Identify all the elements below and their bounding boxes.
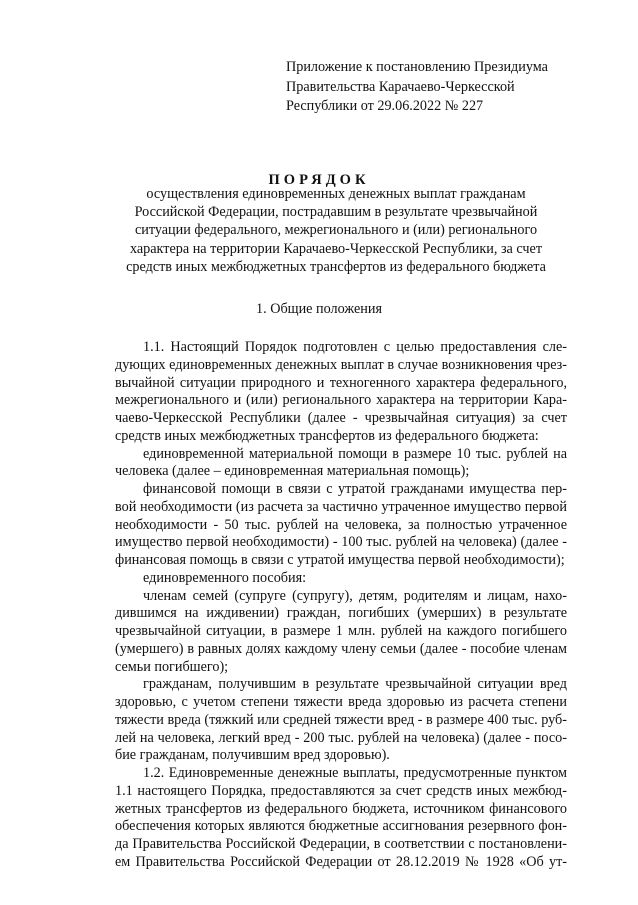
appendix-line: Республики от 29.06.2022 № 227 bbox=[286, 98, 484, 114]
document-title: ПОРЯДОК bbox=[268, 172, 370, 188]
paragraph-line: межрегионального и (или) регионального характера на территории Кара- bbox=[115, 392, 567, 409]
subtitle-line: средств иных межбюджетных трансфертов из федерального бюджета bbox=[126, 258, 546, 275]
paragraph-line: здоровью, с учетом степени тяжести вреда здоровью из расчета степени bbox=[115, 694, 567, 710]
paragraph-line: да Правительства Российской Федерации, в соответствии с постановлени- bbox=[115, 836, 567, 852]
subtitle-line: ситуации федерального, межрегионального и (или) регионального bbox=[134, 222, 538, 239]
paragraph-line: членам семей (супруге (супругу), детям, родителям и лицам, нахо- bbox=[143, 587, 567, 604]
paragraph-line: 1.1. Настоящий Порядок подготовлен с целью предоставления сле- bbox=[143, 339, 567, 355]
paragraph-line: тяжести вреда (тяжкий или средней тяжести вред - в размере 400 тыс. руб- bbox=[115, 711, 567, 728]
appendix-line: Приложение к постановлению Президиума bbox=[286, 59, 548, 75]
paragraph-line: бие гражданам, получившим вред здоровью). bbox=[115, 747, 390, 764]
paragraph-line: жетных трансфертов из федерального бюджета, источником финансового bbox=[115, 800, 567, 817]
paragraph-line: единовременного пособия: bbox=[143, 569, 307, 586]
paragraph-line: (умершего) в равных долях каждому члену семьи (далее - пособие членам bbox=[115, 640, 567, 657]
paragraph-line: семьи погибшего); bbox=[115, 658, 229, 675]
subtitle-line: Российской Федерации, пострадавшим в результате чрезвычайной bbox=[134, 204, 538, 221]
paragraph-line: финансовая помощь в связи с утратой имущества первой необходимости); bbox=[115, 552, 565, 568]
paragraph-line: вычайной ситуации природного и техногенного характера федерального, bbox=[115, 374, 567, 391]
paragraph-line: человека (далее – единовременная материальная помощь); bbox=[115, 463, 470, 480]
subtitle-line: характера на территории Карачаево-Черкесской Республики, за счет bbox=[129, 240, 543, 257]
paragraph-line: единовременной материальной помощи в размере 10 тыс. рублей на bbox=[143, 445, 567, 462]
paragraph-line: средств иных межбюджетных трансфертов из федерального бюджета: bbox=[115, 427, 539, 444]
body-text bbox=[115, 339, 567, 872]
paragraph-line: лей на человека, легкий вред - 200 тыс. рублей на человека) (далее - посо- bbox=[115, 729, 567, 746]
appendix-line: Правительства Карачаево-Черкесской bbox=[286, 78, 515, 95]
document-subtitle bbox=[100, 185, 572, 276]
paragraph-line: дившимся на иждивении) граждан, погибших (умерших) в результате bbox=[115, 605, 567, 622]
paragraph-line: чаево-Черкесской Республики (далее - чрезвычайная ситуация) за счет bbox=[115, 410, 567, 426]
paragraph-line: гражданам, получившим в результате чрезвычайной ситуации вред bbox=[143, 676, 567, 693]
paragraph-line: финансовой помощи в связи с утратой гражданами имущества пер- bbox=[143, 481, 567, 497]
subtitle-line: осуществления единовременных денежных выплат гражданам bbox=[146, 186, 526, 202]
paragraph-line: чрезвычайной ситуации, в размере 1 млн. рублей на каждого погибшего bbox=[115, 623, 567, 639]
paragraph-line: ем Правительства Российской Федерации от 28.12.2019 № 1928 «Об ут- bbox=[115, 853, 567, 870]
paragraph-line: имущество первой необходимости) - 100 тыс. рублей на человека) (далее - bbox=[115, 534, 567, 551]
paragraph-line: необходимости - 50 тыс. рублей на человека, за полностью утраченное bbox=[115, 516, 567, 533]
appendix-note bbox=[286, 58, 548, 117]
section-heading: 1. Общие положения bbox=[256, 301, 382, 317]
paragraph-line: дующих единовременных денежных выплат в случае возникновения чрез- bbox=[115, 356, 567, 373]
paragraph-line: вой необходимости (из расчета за частично утраченное имущество первой bbox=[115, 498, 567, 515]
paragraph-line: обеспечения которых являются бюджетные ассигнования резервного фон- bbox=[115, 818, 567, 835]
paragraph-line: 1.2. Единовременные денежные выплаты, предусмотренные пунктом bbox=[143, 765, 567, 781]
paragraph-line: 1.1 настоящего Порядка, предоставляются за счет средств иных межбюд- bbox=[115, 782, 567, 799]
